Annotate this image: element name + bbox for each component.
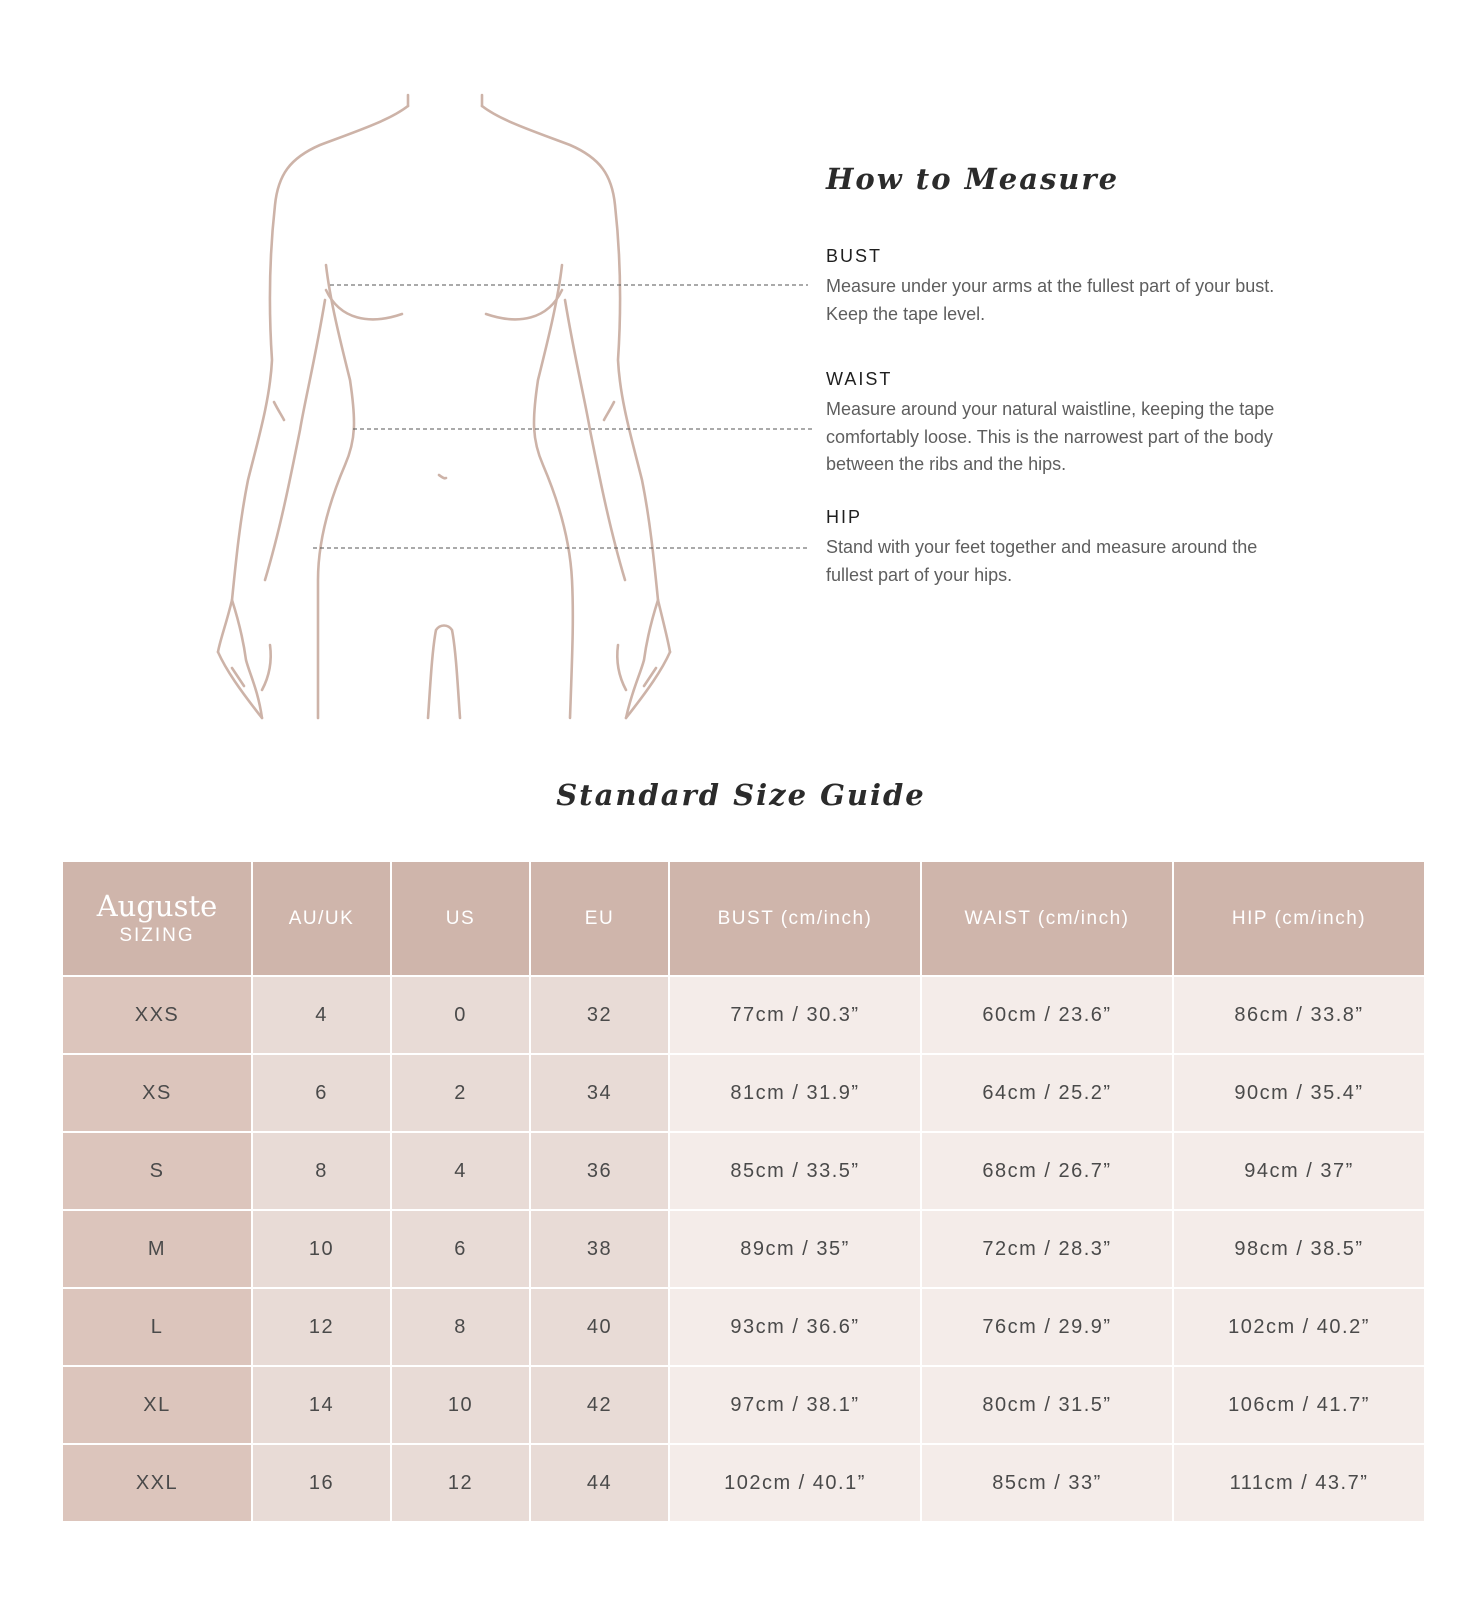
waist-cell: 85cm / 33” [922, 1445, 1172, 1521]
waist-text: Measure around your natural waistline, keeping the tape comfortably loose. This is the narrowest part of the body between the ribs and the hips. [826, 399, 1275, 474]
size-guide-title: Standard Size Guide [556, 778, 926, 812]
hip-instruction [826, 507, 1286, 589]
waist-label: WAIST [826, 369, 893, 389]
header-eu: EU [531, 862, 668, 975]
waist-cell: 76cm / 29.9” [922, 1289, 1172, 1365]
hip-text: Stand with your feet together and measure around the fullest part of your hips. [826, 537, 1258, 585]
brand-sub: SIZING [119, 924, 195, 946]
eu-cell: 32 [531, 977, 668, 1053]
header-us: US [392, 862, 529, 975]
bust-label: BUST [826, 246, 883, 266]
header-bust: BUST (cm/inch) [670, 862, 920, 975]
us-cell: 10 [392, 1367, 529, 1443]
bust-cell: 89cm / 35” [670, 1211, 920, 1287]
how-to-measure-title: How to Measure [826, 162, 1120, 196]
size-cell: XL [63, 1367, 251, 1443]
eu-cell: 38 [531, 1211, 668, 1287]
au-uk-cell: 10 [253, 1211, 390, 1287]
waist-cell: 64cm / 25.2” [922, 1055, 1172, 1131]
au-uk-cell: 8 [253, 1133, 390, 1209]
header-hip: HIP (cm/inch) [1174, 862, 1424, 975]
size-cell: M [63, 1211, 251, 1287]
brand-sizing-header [63, 862, 251, 975]
us-cell: 4 [392, 1133, 529, 1209]
hip-cell: 111cm / 43.7” [1174, 1445, 1424, 1521]
size-cell: XXL [63, 1445, 251, 1521]
hip-label: HIP [826, 507, 863, 527]
au-uk-cell: 6 [253, 1055, 390, 1131]
hip-cell: 106cm / 41.7” [1174, 1367, 1424, 1443]
au-uk-cell: 4 [253, 977, 390, 1053]
brand-name: Auguste [96, 888, 218, 923]
waist-cell: 68cm / 26.7” [922, 1133, 1172, 1209]
au-uk-cell: 14 [253, 1367, 390, 1443]
bust-instruction [826, 246, 1286, 328]
hip-cell: 86cm / 33.8” [1174, 977, 1424, 1053]
waist-instruction [826, 369, 1286, 479]
size-cell: S [63, 1133, 251, 1209]
size-cell: L [63, 1289, 251, 1365]
au-uk-cell: 12 [253, 1289, 390, 1365]
hip-cell: 94cm / 37” [1174, 1133, 1424, 1209]
au-uk-cell: 16 [253, 1445, 390, 1521]
hip-cell: 98cm / 38.5” [1174, 1211, 1424, 1287]
size-cell: XXS [63, 977, 251, 1053]
table-row [63, 1055, 1424, 1131]
hip-cell: 90cm / 35.4” [1174, 1055, 1424, 1131]
bust-cell: 102cm / 40.1” [670, 1445, 920, 1521]
table-row [63, 1289, 1424, 1365]
waist-cell: 60cm / 23.6” [922, 977, 1172, 1053]
table-row [63, 1133, 1424, 1209]
us-cell: 0 [392, 977, 529, 1053]
us-cell: 6 [392, 1211, 529, 1287]
header-waist: WAIST (cm/inch) [922, 862, 1172, 975]
bust-text: Measure under your arms at the fullest part of your bust. Keep the tape level. [826, 276, 1275, 324]
table-row [63, 1445, 1424, 1521]
bust-cell: 97cm / 38.1” [670, 1367, 920, 1443]
eu-cell: 44 [531, 1445, 668, 1521]
bust-cell: 85cm / 33.5” [670, 1133, 920, 1209]
header-au-uk: AU/UK [253, 862, 390, 975]
bust-cell: 81cm / 31.9” [670, 1055, 920, 1131]
bust-cell: 93cm / 36.6” [670, 1289, 920, 1365]
size-guide-table [61, 860, 1426, 1523]
table-row [63, 977, 1424, 1053]
bust-cell: 77cm / 30.3” [670, 977, 920, 1053]
us-cell: 12 [392, 1445, 529, 1521]
table-row [63, 1211, 1424, 1287]
hip-cell: 102cm / 40.2” [1174, 1289, 1424, 1365]
eu-cell: 36 [531, 1133, 668, 1209]
waist-cell: 80cm / 31.5” [922, 1367, 1172, 1443]
eu-cell: 34 [531, 1055, 668, 1131]
waist-cell: 72cm / 28.3” [922, 1211, 1172, 1287]
eu-cell: 40 [531, 1289, 668, 1365]
table-header-row [63, 862, 1424, 975]
us-cell: 8 [392, 1289, 529, 1365]
table-row [63, 1367, 1424, 1443]
eu-cell: 42 [531, 1367, 668, 1443]
us-cell: 2 [392, 1055, 529, 1131]
size-cell: XS [63, 1055, 251, 1131]
